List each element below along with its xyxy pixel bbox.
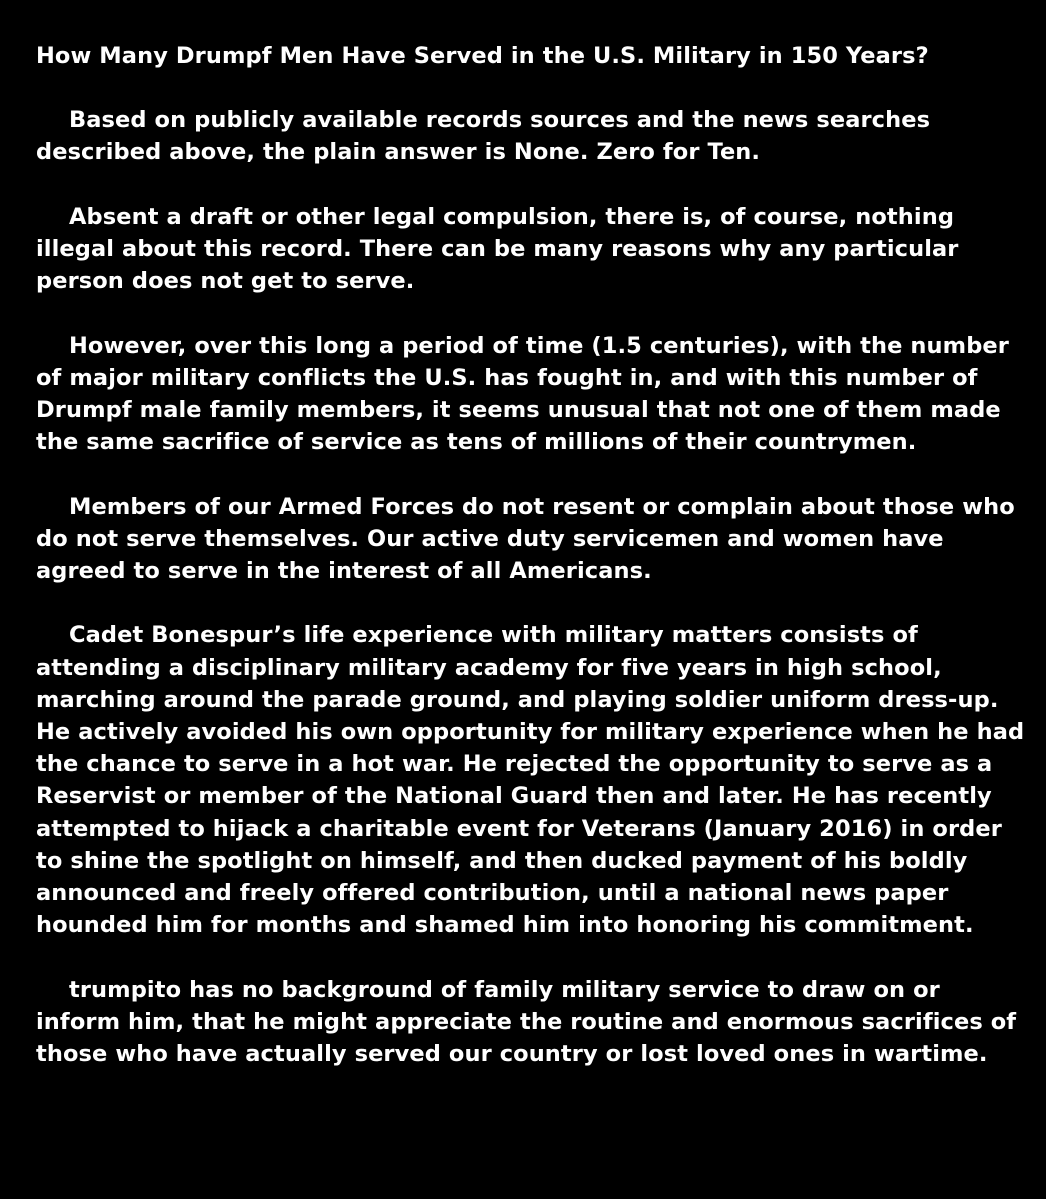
- paragraph-period: However, over this long a period of time (1.5 centuries), with the number of major military conflicts the U.S. has fought in, and with this number of Drumpf male family members, it seems unusual that not one of them made the same sacrifice of service as tens of millions of their countrymen.: [36, 332, 1009, 456]
- paragraph-legality: Absent a draft or other legal compulsion, there is, of course, nothing illegal about this record. There can be many reasons why any particular person does not get to serve.: [36, 203, 959, 295]
- paragraph-armed-forces: Members of our Armed Forces do not resent or complain about those who do not serve themselves. Our active duty servicemen and women have agreed to serve in the interest of all Americans.: [36, 493, 1015, 584]
- paragraph-cadet-bonespur: Cadet Bonespur’s life experience with military matters consists of attending a disciplinary military academy for five years in high school, marching around the parade ground, and playing soldier uniform dress-up. He actively avoided his own opportunity for military experience when he had the chance to serve in a hot war. He rejected the opportunity to serve as a Reservist or member of the National Guard then and later. He has recently attempted to hijack a charitable event for Veterans (January 2016) in order to shine the spotlight on himself, and then ducked payment of his boldly announced and freely offered contribution, until a national news paper hounded him for months and shamed him into honoring his commitment.: [36, 622, 1025, 939]
- paragraph-answer: Based on publicly available records sources and the news searches described above, the plain answer is None. Zero for Ten.: [36, 107, 931, 166]
- paragraph-family-service: trumpito has no background of family military service to draw on or inform him, that he might appreciate the routine and enormous sacrifices of those who have actually served our country or lost loved ones in wartime.: [36, 976, 1017, 1068]
- document-body: [36, 40, 1026, 1070]
- document-title: How Many Drumpf Men Have Served in the U.S. Military in 150 Years?: [36, 43, 929, 69]
